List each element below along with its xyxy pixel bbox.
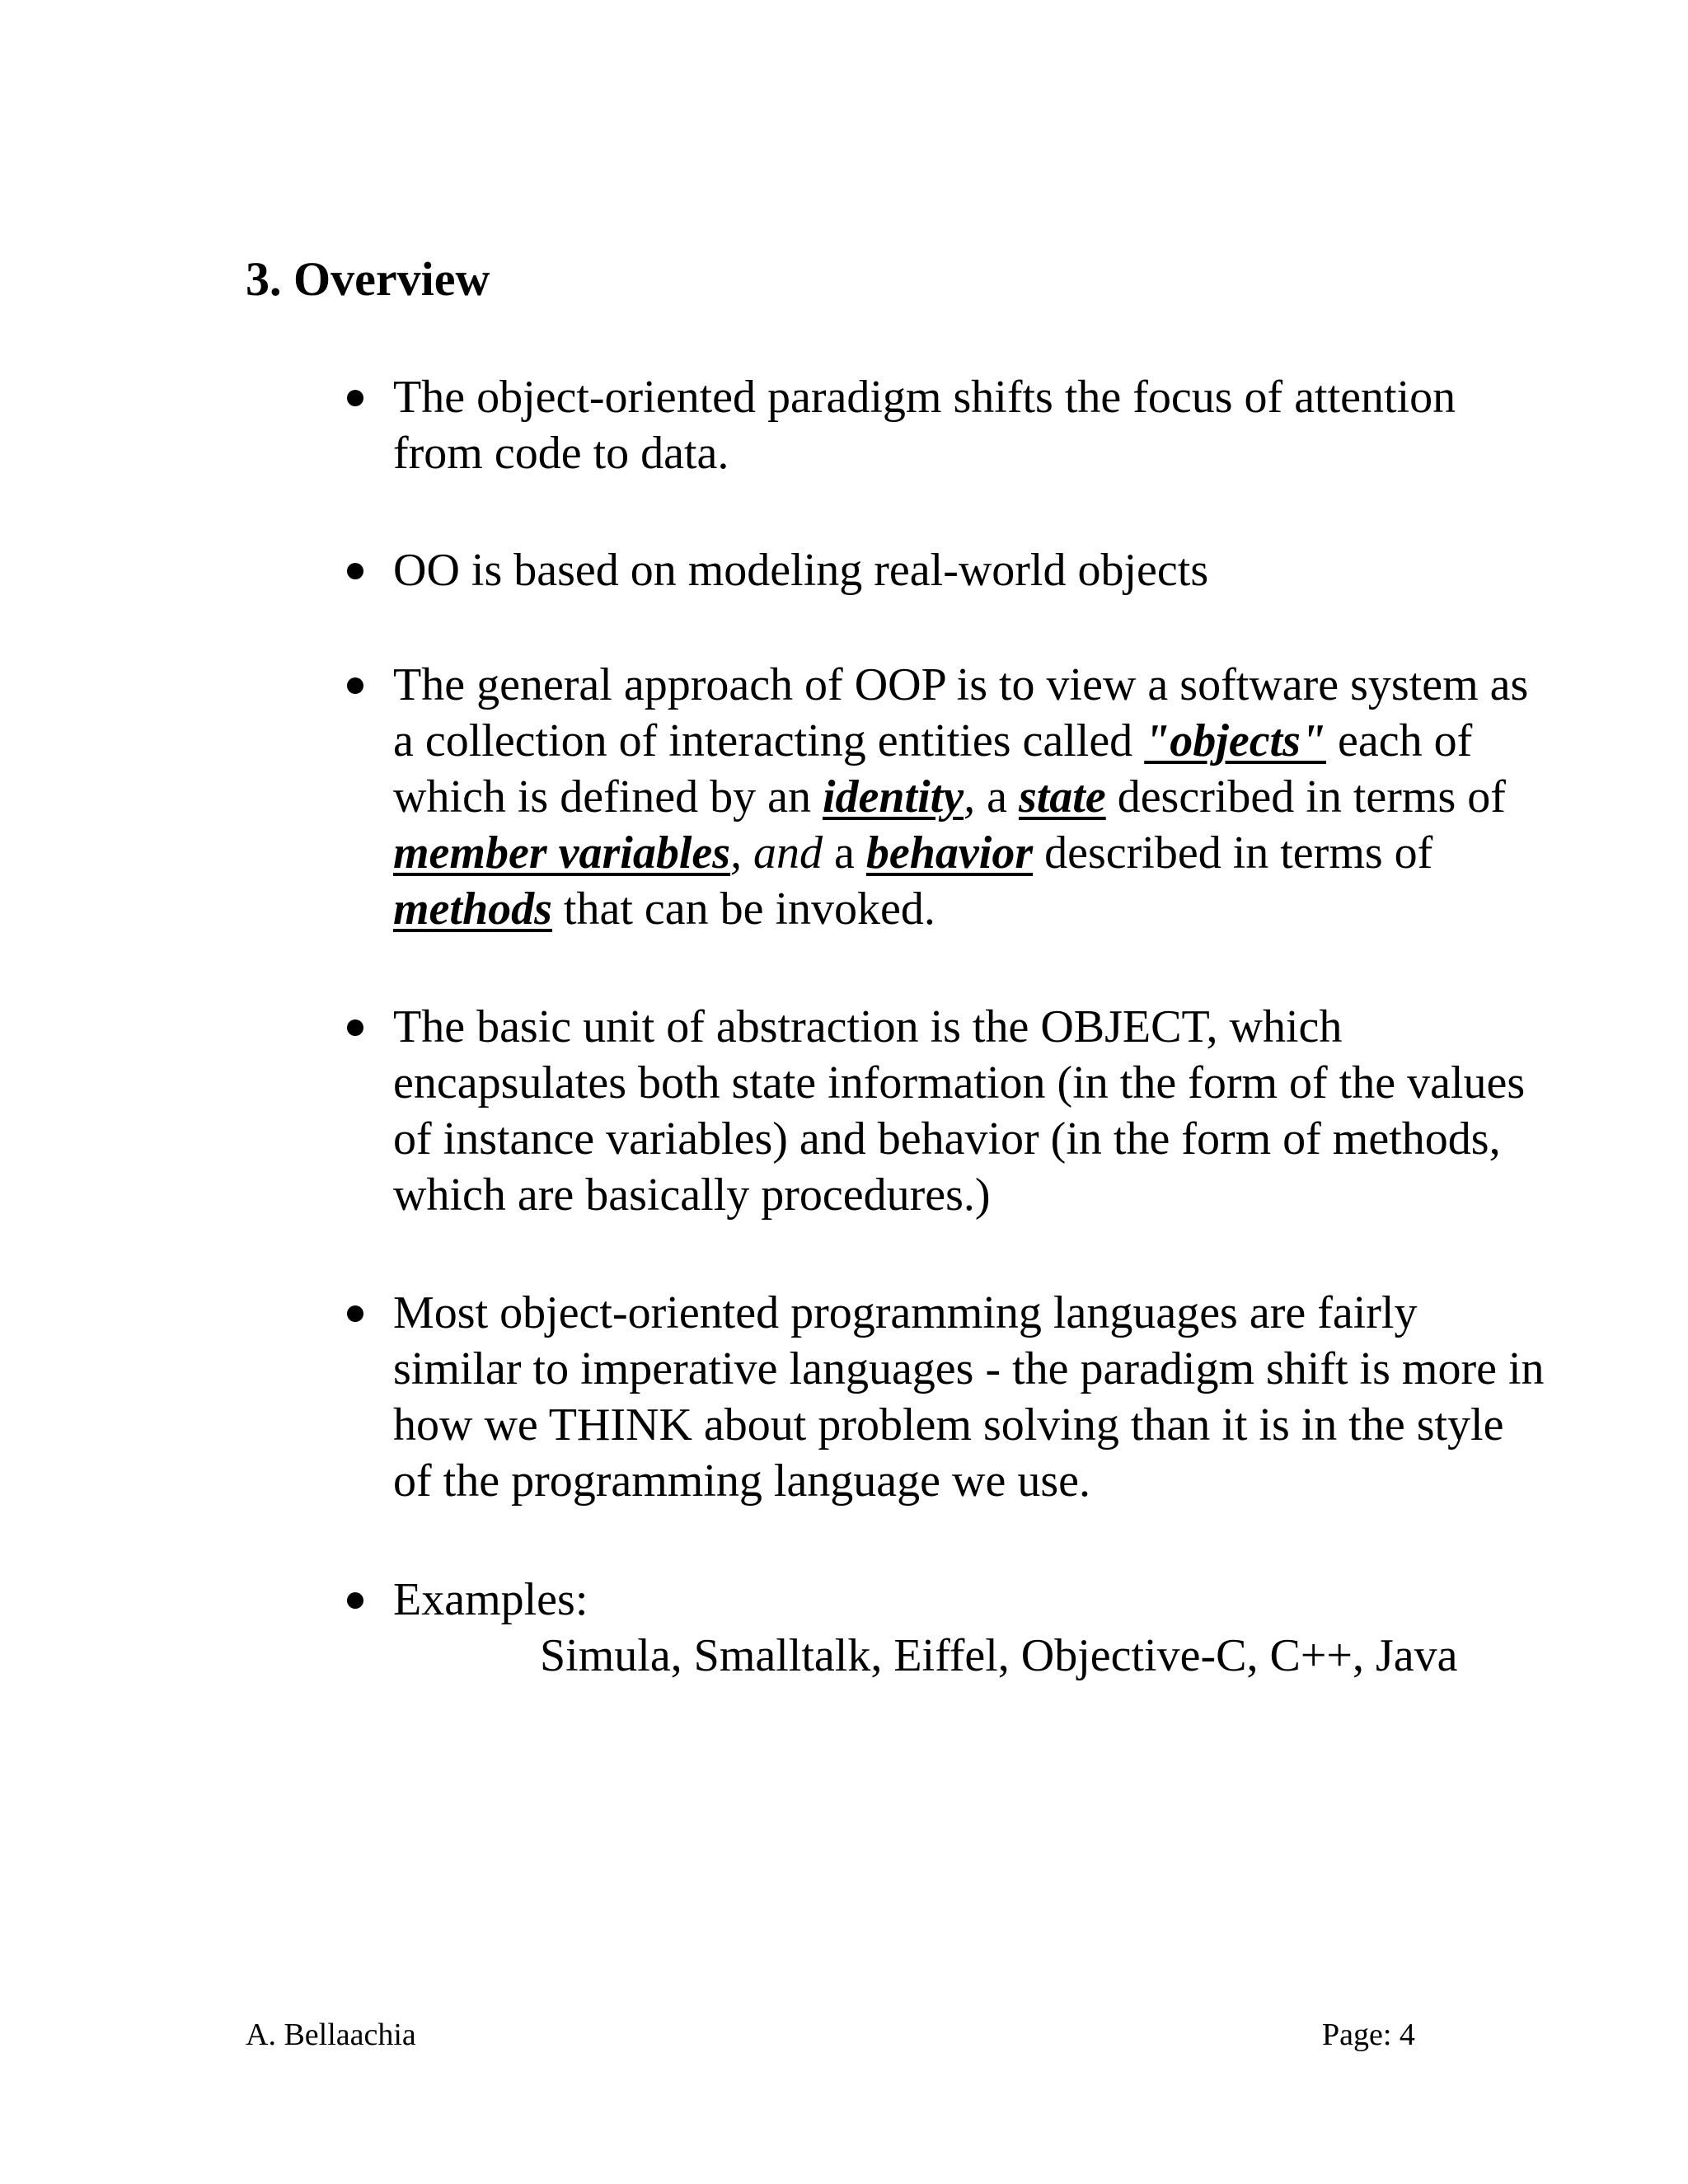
term-identity: identity (822, 771, 964, 823)
bullet-dot-icon (347, 1592, 363, 1609)
bullet-line: Most object-oriented programming languages are fairly (393, 1287, 1418, 1338)
bullet-line: from code to data. (393, 428, 729, 479)
bullet-dot-icon (347, 677, 363, 694)
term-behavior: behavior (865, 827, 1034, 879)
bullet-line: which are basically procedures.) (393, 1169, 991, 1221)
text-run: described in terms of (1033, 827, 1433, 879)
bullet-dot-icon (347, 390, 363, 406)
term-objects: "objects" (1144, 715, 1326, 766)
text-run: , and (730, 827, 823, 879)
section-title: 3. Overview (246, 252, 490, 306)
text-run: a (823, 827, 866, 879)
bullet-line: of instance variables) and behavior (in the form of methods, (393, 1113, 1501, 1165)
term-member-variables: member variables (393, 827, 731, 879)
term-state: state (1018, 771, 1106, 823)
text-run: a (975, 771, 1019, 823)
bullet-line: OO is based on modeling real-world objects (393, 545, 1209, 596)
footer-author: A. Bellaachia (246, 2018, 416, 2052)
bullet-line: of the programming language we use. (393, 1455, 1090, 1507)
bullet-line (393, 769, 1506, 825)
bullet-line: encapsulates both state information (in the form of the values (393, 1057, 1526, 1108)
examples-label: Examples: (393, 1574, 588, 1625)
text-run: a collection of interacting entities called (393, 715, 1145, 766)
bullet-line (393, 713, 1472, 769)
term-methods: methods (393, 883, 552, 935)
examples-languages: Simula, Smalltalk, Eiffel, Objective-C, C++, Java (540, 1630, 1458, 1681)
bullet-line: similar to imperative languages - the paradigm shift is more in (393, 1343, 1545, 1394)
bullet-dot-icon (347, 563, 363, 579)
bullet-line (393, 881, 935, 937)
text-run: which is defined by an (393, 771, 823, 823)
bullet-line: The basic unit of abstraction is the OBJECT, which (393, 1001, 1343, 1052)
text-run: , (964, 771, 976, 823)
bullet-line (393, 825, 1432, 881)
footer-page-number: Page: 4 (1322, 2018, 1415, 2052)
bullet-line: The general approach of OOP is to view a software system as (393, 659, 1529, 710)
bullet-dot-icon (347, 1019, 363, 1036)
bullet-line: how we THINK about problem solving than it is in the style (393, 1399, 1504, 1451)
bullet-line: The object-oriented paradigm shifts the focus of attention (393, 372, 1456, 423)
text-run: that can be invoked. (551, 883, 935, 935)
text-run: each of (1326, 715, 1473, 766)
bullet-dot-icon (347, 1305, 363, 1322)
text-run: described in terms of (1105, 771, 1506, 823)
